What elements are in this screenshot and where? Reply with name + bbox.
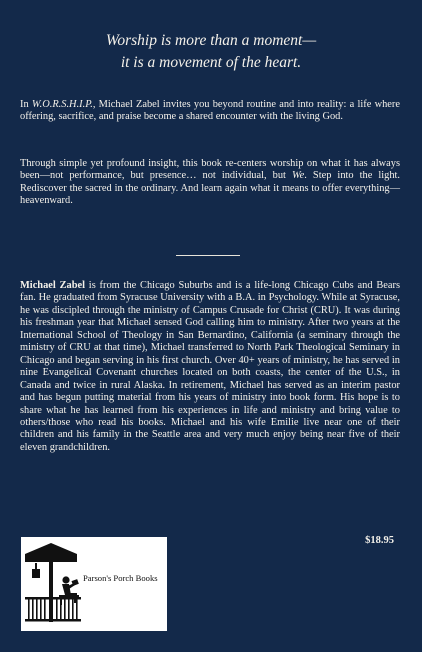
- tagline: [0, 30, 422, 74]
- blurb-body-2a: Through simple yet profound insight, this book re-centers worship on what it has always been—not performance, but presence… not individual, but: [20, 158, 400, 182]
- blurb-paragraph-1: [20, 99, 400, 124]
- blurb-body-2b: . Step into the light. Rediscover the sacred in the ordinary. And learn again what it means to offer everything—heavenward.: [20, 170, 401, 207]
- tagline-line-1: Worship is more than a moment—: [105, 32, 317, 49]
- section-divider: [176, 255, 240, 256]
- porch-reader-logo-icon: [21, 537, 167, 631]
- blurb-emphasis-we: We: [291, 170, 305, 182]
- author-name: Michael Zabel: [20, 280, 85, 291]
- author-bio-text: is from the Chicago Suburbs and is a life-long Chicago Cubs and Bears fan. He graduated from Syracuse University with a B.A. in Psychology. While at Syracuse, he was discipled through the ministry of Campus Crusade for Christ (CRU). It was during his freshman year that Michael sensed God calling him to ministry. After two years at the International School of Theology in San Bernardino, California (a seminary through the ministry of CRU at that time), Michael transferred to North Park Theological Seminary in Chicago and began serving in his first church. Over 40+ years of ministry, he has served in nine Evangelical Covenant churches located on both coasts, the center of the U.S., in Canada and twice in rural Alaska. In retirement, Michael has served as an interim pastor and has begun putting material from his years of ministry into book form. His hope is to share what he has learned from his experiences in life and ministry and bring value to others/those who read his books. Michael and his wife Emilie live near one of their children and his family in the Seattle area and very much enjoy being near five of their eleven grandchildren.: [20, 280, 401, 453]
- blurb-intro: In: [20, 99, 32, 110]
- publisher-logo: [21, 537, 167, 631]
- blurb-paragraph-2: [20, 158, 400, 208]
- publisher-name: Parson's Porch Books: [83, 573, 158, 583]
- tagline-line-2: it is a movement of the heart.: [120, 54, 302, 71]
- price-label: $18.95: [365, 535, 394, 546]
- author-bio: [20, 280, 400, 454]
- blurb-body-1: , Michael Zabel invites you beyond routine and into reality: a life where offering, sacrifice, and praise become a shared encounter with the living God.: [20, 99, 400, 123]
- book-title: W.O.R.S.H.I.P.: [31, 99, 93, 110]
